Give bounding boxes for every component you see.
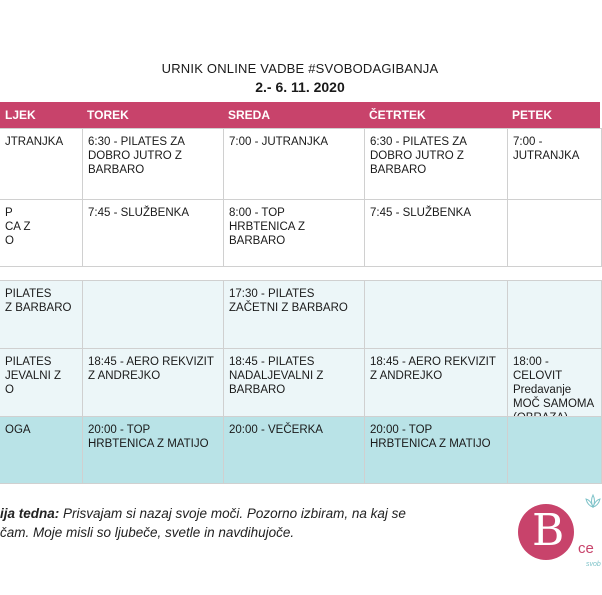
brand-tagline: svob (586, 561, 601, 568)
schedule-cell: 8:00 - TOP HRBTENICA Z BARBARO (223, 199, 365, 267)
weekly-affirmation (0, 504, 480, 542)
schedule-cell: 20:00 - TOP HRBTENICA Z MATIJO (82, 416, 224, 484)
affirmation-label: ija tedna: (0, 506, 60, 521)
schedule-cell: 7:00 - JUTRANJKA (223, 128, 365, 200)
row-separator (0, 267, 600, 280)
schedule-cell: 6:30 - PILATES ZA DOBRO JUTRO Z BARBARO (82, 128, 224, 200)
day-header-row (0, 102, 600, 128)
schedule-cell: 7:45 - SLUŽBENKA (82, 199, 224, 267)
day-header-friday: PETEK (512, 108, 553, 122)
brand-logo (518, 504, 574, 560)
brand-name: ce (578, 540, 594, 557)
affirmation-text-line2: čam. Moje misli so ljubeče, svetle in navdihujoče. (0, 525, 295, 540)
lotus-icon (584, 494, 602, 508)
schedule-dates: 2.- 6. 11. 2020 (255, 79, 345, 95)
brand-logo-letter: B (532, 505, 565, 556)
affirmation-text: Prisvajam si nazaj svoje moči. Pozorno izbiram, na kaj se (59, 506, 406, 521)
day-header-wednesday: SREDA (228, 108, 271, 122)
schedule-cell (507, 199, 602, 267)
schedule-cell: OGA (0, 416, 83, 484)
schedule-cell: 18:45 - AERO REKVIZIT Z ANDREJKO (364, 348, 508, 417)
day-header-thursday: ČETRTEK (369, 108, 426, 122)
schedule-cell: 20:00 - VEČERKA (223, 416, 365, 484)
schedule-cell: 18:45 - AERO REKVIZIT Z ANDREJKO (82, 348, 224, 417)
schedule-cell: 7:00 - JUTRANJKA (507, 128, 602, 200)
schedule-cell: 18:00 - CELOVIT Predavanje MOČ SAMOMA (507, 348, 602, 417)
schedule-cell: PILATES Z BARBARO (0, 280, 83, 349)
day-header-tuesday: TOREK (87, 108, 129, 122)
schedule-cell (507, 416, 602, 484)
schedule-cell: PILATES JEVALNI Z O (0, 348, 83, 417)
schedule-cell: 6:30 - PILATES ZA DOBRO JUTRO Z BARBARO (364, 128, 508, 200)
schedule-cell: 17:30 - PILATES ZAČETNI Z BARBARO (223, 280, 365, 349)
schedule-cell (507, 280, 602, 349)
schedule-cell (364, 280, 508, 349)
day-header-monday: LJEK (5, 108, 36, 122)
schedule-cell: 20:00 - TOP HRBTENICA Z MATIJO (364, 416, 508, 484)
schedule-cell: JTRANJKA (0, 128, 83, 200)
schedule-title: URNIK ONLINE VADBE #SVOBODAGIBANJA (161, 61, 439, 76)
schedule-cell: P CA Z O (0, 199, 83, 267)
schedule-cell (82, 280, 224, 349)
schedule-cell: 18:45 - PILATES NADALJEVALNI Z BARBARO (223, 348, 365, 417)
schedule-cell: 7:45 - SLUŽBENKA (364, 199, 508, 267)
